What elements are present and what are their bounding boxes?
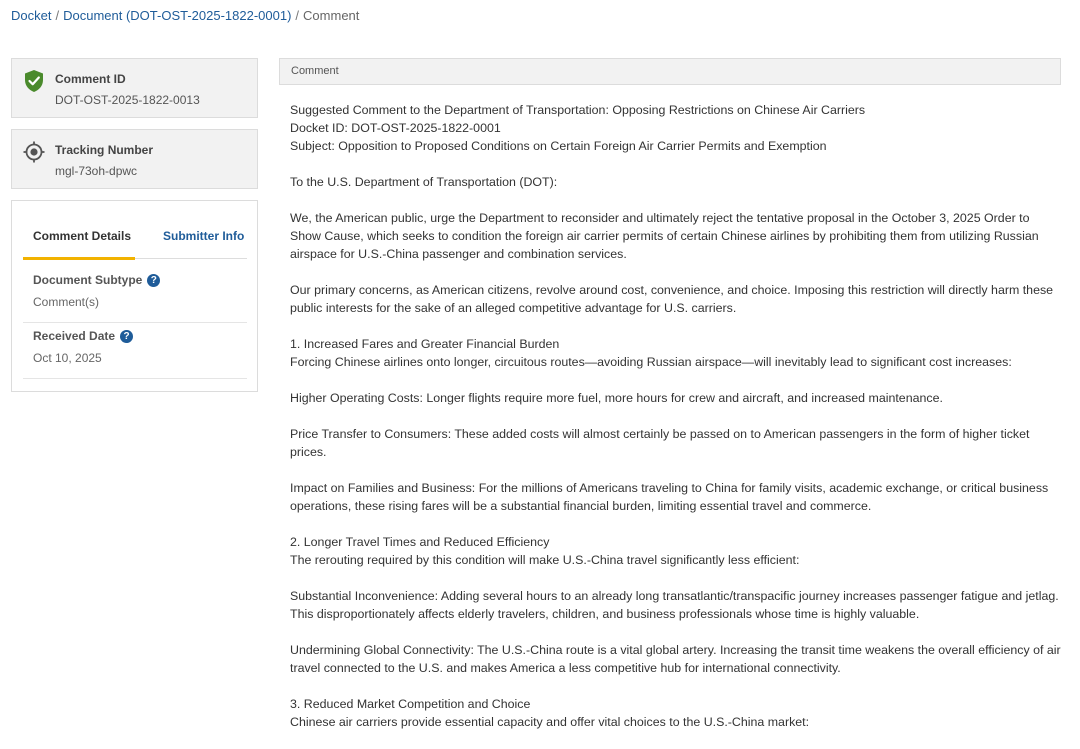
breadcrumb-docket-link[interactable]: Docket bbox=[11, 8, 52, 23]
breadcrumb-separator: / bbox=[55, 8, 60, 23]
tab-submitter-info[interactable]: Submitter Info bbox=[163, 229, 245, 243]
comment-docket-line: Docket ID: DOT-OST-2025-1822-0001 bbox=[290, 121, 501, 135]
comment-title-line: Suggested Comment to the Department of Transportation: Opposing Restrictions on Chinese Air Carriers bbox=[290, 103, 866, 117]
comment-paragraph: Higher Operating Costs: Longer flights require more fuel, more hours for crew and aircraft, and increased maintenance. bbox=[290, 391, 943, 405]
received-date-value: Oct 10, 2025 bbox=[33, 351, 102, 365]
divider bbox=[23, 378, 247, 379]
document-subtype-value: Comment(s) bbox=[33, 295, 100, 309]
comment-paragraph: Price Transfer to Consumers: These added costs will almost certainly be passed on to American passengers in the form of higher ticket prices. bbox=[290, 427, 1030, 459]
comment-heading: 2. Longer Travel Times and Reduced Efficiency bbox=[290, 535, 550, 549]
tracking-number-label: Tracking Number bbox=[55, 143, 154, 157]
comment-details-panel bbox=[11, 200, 258, 392]
comment-paragraph: Chinese air carriers provide essential capacity and offer vital choices to the U.S.-China market: bbox=[290, 715, 810, 729]
comment-subject-line: Subject: Opposition to Proposed Conditions on Certain Foreign Air Carrier Permits and Exemption bbox=[290, 139, 827, 153]
sidebar bbox=[11, 58, 258, 392]
comment-paragraph: We, the American public, urge the Department to reconsider and ultimately reject the tentative proposal in the October 3, 2025 Order to Show Cause, which seeks to condition the foreign air carrier permits of certain Chinese airlines by prohibiting them from utilizing Russian airspace for U.S.-China passenger and combination services. bbox=[290, 211, 1039, 261]
comment-id-label: Comment ID bbox=[55, 72, 126, 86]
comment-body bbox=[279, 85, 1061, 731]
help-icon[interactable]: ? bbox=[120, 330, 133, 343]
comment-paragraph: Undermining Global Connectivity: The U.S.-China route is a vital global artery. Increasing the transit time weakens the overall efficiency of air travel connected to the U.S. and makes America a less competitive hub for international connectivity. bbox=[290, 643, 1061, 675]
tab-comment-details[interactable]: Comment Details bbox=[33, 229, 137, 258]
tracking-number-value: mgl-73oh-dpwc bbox=[55, 164, 138, 178]
breadcrumb-current: Comment bbox=[303, 8, 360, 23]
divider bbox=[23, 322, 247, 323]
comment-header: Comment bbox=[279, 58, 1061, 85]
comment-paragraph: Our primary concerns, as American citizens, revolve around cost, convenience, and choice. Imposing this restriction will directly harm these public interests for the sake of an alleged competitive advantage for U.S. carriers. bbox=[290, 283, 1054, 315]
shield-check-icon bbox=[23, 69, 45, 93]
document-subtype-field bbox=[23, 273, 247, 323]
target-icon bbox=[23, 140, 45, 164]
comment-paragraph: Substantial Inconvenience: Adding several hours to an already long transatlantic/transpacific journey increases passenger fatigue and jetlag. This disproportionately affects elderly travelers, children, and business professionals whose time is highly valuable. bbox=[290, 589, 1059, 621]
document-subtype-label: Document Subtype bbox=[33, 273, 143, 287]
comment-section bbox=[279, 58, 1061, 749]
breadcrumb-separator: / bbox=[295, 8, 300, 23]
help-icon[interactable]: ? bbox=[147, 274, 160, 287]
comment-paragraph: Forcing Chinese airlines onto longer, circuitous routes—avoiding Russian airspace—will inevitably lead to significant cost increases: bbox=[290, 355, 1012, 369]
comment-paragraph: The rerouting required by this condition will make U.S.-China travel significantly less efficient: bbox=[290, 553, 800, 567]
received-date-label: Received Date bbox=[33, 329, 116, 343]
comment-id-value: DOT-OST-2025-1822-0013 bbox=[55, 93, 200, 107]
comment-salutation: To the U.S. Department of Transportation (DOT): bbox=[290, 175, 558, 189]
comment-heading: 3. Reduced Market Competition and Choice bbox=[290, 697, 531, 711]
received-date-field bbox=[23, 329, 247, 379]
breadcrumb-document-link[interactable]: Document (DOT-OST-2025-1822-0001) bbox=[63, 8, 292, 23]
comment-heading: 1. Increased Fares and Greater Financial Burden bbox=[290, 337, 560, 351]
comment-paragraph: Impact on Families and Business: For the millions of Americans traveling to China for family visits, academic exchange, or critical business operations, these rising fares will be a substantial financial burden, limiting essential travel and commerce. bbox=[290, 481, 1049, 513]
breadcrumb bbox=[11, 8, 359, 23]
tracking-number-card bbox=[11, 129, 258, 189]
comment-id-card bbox=[11, 58, 258, 118]
tab-bar bbox=[23, 229, 247, 259]
